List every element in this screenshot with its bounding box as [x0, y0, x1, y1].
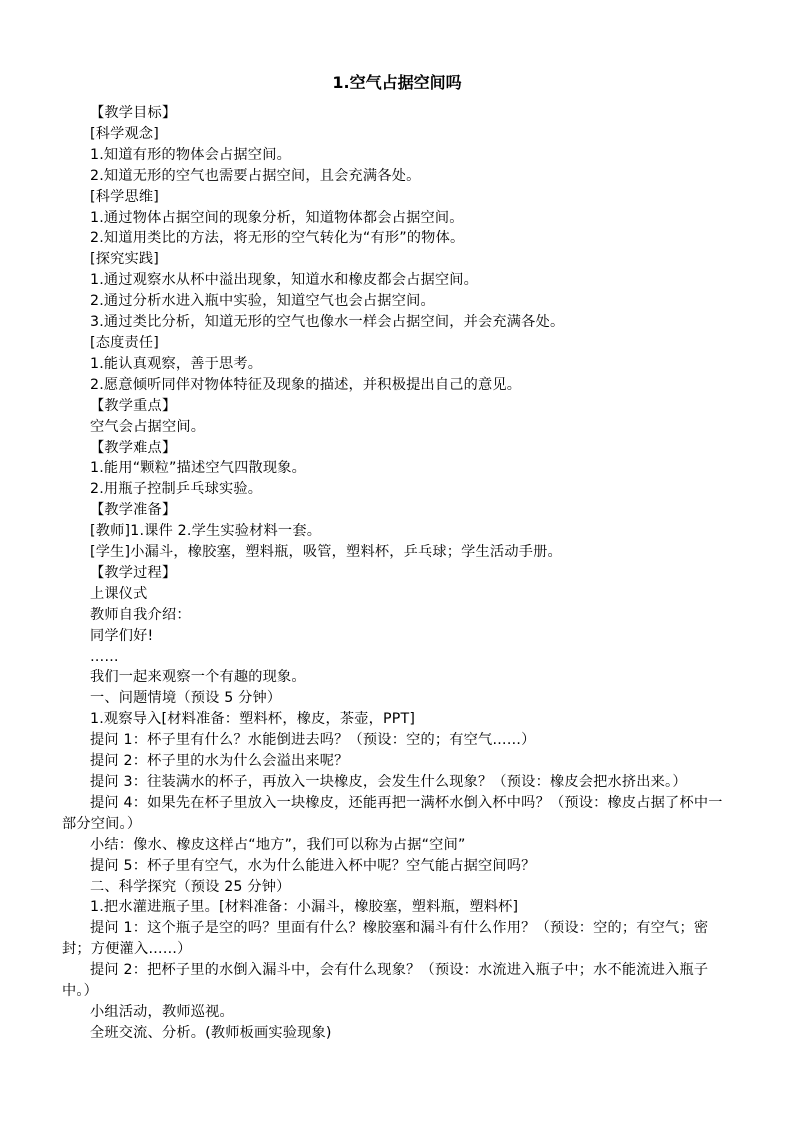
paragraph: 3.通过类比分析，知道无形的空气也像水一样会占据空间，并会充满各处。	[90, 314, 565, 331]
paragraph: 1.通过观察水从杯中溢出现象，知道水和橡皮都会占据空间。	[90, 272, 479, 289]
paragraph: 2.知道无形的空气也需要占据空间，且会充满各处。	[90, 167, 421, 184]
paragraph: [教师]1.课件 2.学生实验材料一套。	[90, 523, 322, 540]
paragraph: 2.通过分析水进入瓶中实验，知道空气也会占据空间。	[90, 293, 435, 310]
paragraph: 全班交流、分析。(教师板画实验现象)	[90, 1024, 332, 1041]
paragraph: 小结：像水、橡皮这样占“地方”，我们可以称为占据“空间”	[90, 836, 466, 853]
paragraph: 空气会占据空间。	[90, 418, 206, 435]
paragraph: 1.知道有形的物体会占据空间。	[90, 146, 291, 163]
paragraph: 1.把水灌进瓶子里。[材料准备：小漏斗，橡胶塞，塑料瓶，塑料杯]	[90, 899, 519, 916]
section-heading: 【教学重点】	[90, 397, 177, 414]
paragraph: 提问 1：这个瓶子是空的吗？里面有什么？橡胶塞和漏斗有什么作用？（预设：空的；有空气；密封；方便灌入……）	[62, 920, 709, 958]
paragraph: 提问 3：往装满水的杯子，再放入一块橡皮，会发生什么现象？（预设：橡皮会把水挤出来。）	[90, 774, 687, 790]
section-heading: 【教学过程】	[90, 564, 177, 581]
subsection-heading: [探究实践]	[90, 251, 160, 268]
section-heading: 【教学难点】	[90, 439, 177, 456]
paragraph: 1.能认真观察，善于思考。	[90, 355, 263, 372]
paragraph: 一、问题情境（预设 5 分钟）	[90, 690, 282, 707]
subsection-heading: [科学思维]	[90, 188, 160, 205]
paragraph: 2.知道用类比的方法，将无形的空气转化为“有形”的物体。	[90, 230, 465, 247]
paragraph: 2.用瓶子控制乒乓球实验。	[90, 481, 263, 498]
paragraph: [学生]小漏斗，橡胶塞，塑料瓶，吸管，塑料杯，乒乓球；学生活动手册。	[90, 544, 562, 561]
paragraph: ……	[90, 648, 119, 665]
section-heading: 【教学准备】	[90, 502, 177, 519]
paragraph: 我们一起来观察一个有趣的现象。	[90, 669, 306, 686]
paragraph: 1.通过物体占据空间的现象分析，知道物体都会占据空间。	[90, 209, 464, 226]
subsection-heading: [科学观念]	[90, 125, 160, 142]
paragraph: 提问 1：杯子里有什么？水能倒进去吗？（预设：空的；有空气……）	[90, 732, 536, 749]
paragraph: 提问 2：把杯子里的水倒入漏斗中，会有什么现象？（预设：水流进入瓶子中；水不能流进入瓶子中。）	[62, 962, 709, 1000]
paragraph: 教师自我介绍：	[90, 606, 191, 623]
paragraph: 提问 5：杯子里有空气，水为什么能进入杯中呢？空气能占据空间吗？	[90, 857, 536, 874]
paragraph: 1.观察导入[材料准备：塑料杯，橡皮，茶壶，PPT]	[90, 711, 416, 728]
page-title: 1.空气占据空间吗	[332, 73, 462, 92]
subsection-heading: [态度责任]	[90, 334, 160, 351]
section-heading: 【教学目标】	[90, 105, 177, 121]
paragraph: 二、科学探究（预设 25 分钟）	[90, 878, 291, 895]
paragraph: 同学们好!	[90, 627, 154, 644]
paragraph: 1.能用“颗粒”描述空气四散现象。	[90, 460, 307, 477]
paragraph: 2.愿意倾听同伴对物体特征及现象的描述，并积极提出自己的意见。	[90, 376, 522, 393]
paragraph: 上课仪式	[90, 585, 148, 602]
document-body	[62, 103, 734, 1044]
paragraph: 提问 2：杯子里的水为什么会溢出来呢？	[90, 753, 349, 770]
paragraph: 小组活动，教师巡视。	[90, 1003, 234, 1020]
paragraph: 提问 4：如果先在杯子里放入一块橡皮，还能再把一满杯水倒入杯中吗？（预设：橡皮占据了杯中一部分空间。）	[62, 794, 723, 832]
